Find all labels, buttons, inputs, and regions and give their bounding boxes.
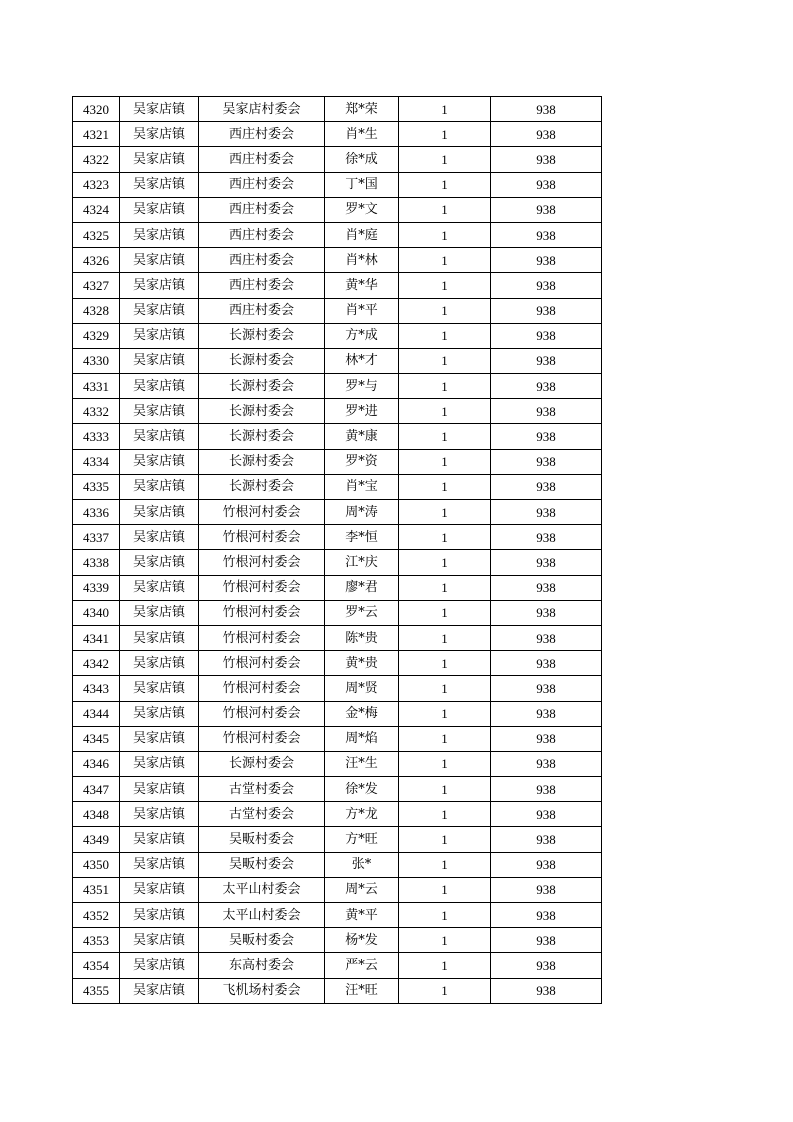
table-row [73, 852, 602, 877]
cell-village-committee: 竹根河村委会 [199, 525, 325, 550]
cell-village-committee: 古堂村委会 [199, 777, 325, 802]
cell-person-name: 江*庆 [325, 550, 399, 575]
cell-town: 吴家店镇 [120, 978, 199, 1003]
cell-town: 吴家店镇 [120, 550, 199, 575]
cell-village-committee: 竹根河村委会 [199, 651, 325, 676]
cell-count: 1 [399, 877, 491, 902]
cell-town: 吴家店镇 [120, 651, 199, 676]
cell-amount: 938 [491, 323, 602, 348]
cell-town: 吴家店镇 [120, 953, 199, 978]
table-row [73, 348, 602, 373]
cell-village-committee: 长源村委会 [199, 449, 325, 474]
cell-count: 1 [399, 500, 491, 525]
table-row [73, 323, 602, 348]
cell-amount: 938 [491, 575, 602, 600]
cell-town: 吴家店镇 [120, 449, 199, 474]
cell-amount: 938 [491, 222, 602, 247]
cell-village-committee: 吴家店村委会 [199, 97, 325, 122]
cell-person-name: 罗*与 [325, 374, 399, 399]
cell-person-name: 严*云 [325, 953, 399, 978]
cell-count: 1 [399, 323, 491, 348]
cell-town: 吴家店镇 [120, 348, 199, 373]
cell-amount: 938 [491, 97, 602, 122]
cell-village-committee: 竹根河村委会 [199, 625, 325, 650]
cell-town: 吴家店镇 [120, 676, 199, 701]
cell-count: 1 [399, 222, 491, 247]
table-row [73, 298, 602, 323]
cell-amount: 938 [491, 248, 602, 273]
cell-amount: 938 [491, 953, 602, 978]
cell-person-name: 徐*成 [325, 147, 399, 172]
table-row [73, 651, 602, 676]
cell-serial-number: 4345 [73, 726, 120, 751]
cell-serial-number: 4333 [73, 424, 120, 449]
cell-person-name: 周*涛 [325, 500, 399, 525]
cell-village-committee: 竹根河村委会 [199, 676, 325, 701]
cell-serial-number: 4349 [73, 827, 120, 852]
cell-village-committee: 西庄村委会 [199, 248, 325, 273]
cell-town: 吴家店镇 [120, 726, 199, 751]
cell-town: 吴家店镇 [120, 827, 199, 852]
cell-amount: 938 [491, 802, 602, 827]
cell-serial-number: 4355 [73, 978, 120, 1003]
cell-village-committee: 吴畈村委会 [199, 827, 325, 852]
table-row [73, 777, 602, 802]
cell-serial-number: 4351 [73, 877, 120, 902]
table-row [73, 147, 602, 172]
cell-amount: 938 [491, 197, 602, 222]
cell-village-committee: 西庄村委会 [199, 298, 325, 323]
table-row [73, 953, 602, 978]
cell-person-name: 杨*发 [325, 928, 399, 953]
cell-village-committee: 长源村委会 [199, 751, 325, 776]
cell-count: 1 [399, 726, 491, 751]
cell-town: 吴家店镇 [120, 97, 199, 122]
cell-village-committee: 西庄村委会 [199, 222, 325, 247]
cell-count: 1 [399, 172, 491, 197]
cell-village-committee: 吴畈村委会 [199, 852, 325, 877]
cell-serial-number: 4340 [73, 600, 120, 625]
cell-town: 吴家店镇 [120, 877, 199, 902]
table-row [73, 222, 602, 247]
cell-serial-number: 4353 [73, 928, 120, 953]
cell-village-committee: 古堂村委会 [199, 802, 325, 827]
cell-town: 吴家店镇 [120, 701, 199, 726]
table-row [73, 600, 602, 625]
cell-village-committee: 西庄村委会 [199, 122, 325, 147]
cell-count: 1 [399, 978, 491, 1003]
cell-person-name: 罗*进 [325, 399, 399, 424]
cell-person-name: 方*旺 [325, 827, 399, 852]
cell-person-name: 肖*生 [325, 122, 399, 147]
cell-person-name: 黄*华 [325, 273, 399, 298]
cell-count: 1 [399, 777, 491, 802]
cell-count: 1 [399, 273, 491, 298]
table-row [73, 273, 602, 298]
cell-town: 吴家店镇 [120, 122, 199, 147]
cell-amount: 938 [491, 122, 602, 147]
cell-amount: 938 [491, 726, 602, 751]
cell-amount: 938 [491, 273, 602, 298]
cell-town: 吴家店镇 [120, 474, 199, 499]
cell-count: 1 [399, 701, 491, 726]
cell-town: 吴家店镇 [120, 852, 199, 877]
cell-person-name: 肖*平 [325, 298, 399, 323]
table-row [73, 928, 602, 953]
table-body [73, 97, 602, 1004]
cell-count: 1 [399, 474, 491, 499]
cell-count: 1 [399, 97, 491, 122]
cell-town: 吴家店镇 [120, 802, 199, 827]
table-row [73, 701, 602, 726]
table-row [73, 424, 602, 449]
cell-person-name: 郑*荣 [325, 97, 399, 122]
cell-person-name: 廖*君 [325, 575, 399, 600]
cell-count: 1 [399, 903, 491, 928]
table-row [73, 827, 602, 852]
cell-town: 吴家店镇 [120, 903, 199, 928]
cell-amount: 938 [491, 374, 602, 399]
cell-town: 吴家店镇 [120, 147, 199, 172]
table-row [73, 525, 602, 550]
cell-serial-number: 4328 [73, 298, 120, 323]
cell-serial-number: 4321 [73, 122, 120, 147]
cell-amount: 938 [491, 852, 602, 877]
cell-amount: 938 [491, 978, 602, 1003]
cell-count: 1 [399, 928, 491, 953]
table-row [73, 877, 602, 902]
cell-person-name: 李*恒 [325, 525, 399, 550]
cell-count: 1 [399, 248, 491, 273]
cell-amount: 938 [491, 399, 602, 424]
table-row [73, 449, 602, 474]
cell-village-committee: 西庄村委会 [199, 172, 325, 197]
cell-serial-number: 4327 [73, 273, 120, 298]
cell-village-committee: 东高村委会 [199, 953, 325, 978]
cell-person-name: 徐*发 [325, 777, 399, 802]
cell-amount: 938 [491, 525, 602, 550]
cell-person-name: 林*才 [325, 348, 399, 373]
cell-town: 吴家店镇 [120, 424, 199, 449]
cell-amount: 938 [491, 550, 602, 575]
cell-town: 吴家店镇 [120, 575, 199, 600]
cell-amount: 938 [491, 676, 602, 701]
cell-village-committee: 竹根河村委会 [199, 726, 325, 751]
cell-town: 吴家店镇 [120, 298, 199, 323]
cell-amount: 938 [491, 500, 602, 525]
cell-count: 1 [399, 348, 491, 373]
cell-amount: 938 [491, 827, 602, 852]
cell-village-committee: 太平山村委会 [199, 877, 325, 902]
cell-village-committee: 长源村委会 [199, 424, 325, 449]
cell-town: 吴家店镇 [120, 197, 199, 222]
cell-serial-number: 4337 [73, 525, 120, 550]
cell-town: 吴家店镇 [120, 600, 199, 625]
cell-person-name: 黄*康 [325, 424, 399, 449]
cell-amount: 938 [491, 751, 602, 776]
cell-person-name: 肖*林 [325, 248, 399, 273]
table-row [73, 248, 602, 273]
cell-serial-number: 4324 [73, 197, 120, 222]
cell-serial-number: 4338 [73, 550, 120, 575]
cell-serial-number: 4330 [73, 348, 120, 373]
cell-amount: 938 [491, 877, 602, 902]
cell-serial-number: 4352 [73, 903, 120, 928]
cell-village-committee: 竹根河村委会 [199, 500, 325, 525]
cell-serial-number: 4350 [73, 852, 120, 877]
cell-person-name: 黄*贵 [325, 651, 399, 676]
cell-village-committee: 长源村委会 [199, 399, 325, 424]
cell-serial-number: 4331 [73, 374, 120, 399]
table-row [73, 676, 602, 701]
cell-person-name: 方*成 [325, 323, 399, 348]
cell-person-name: 金*梅 [325, 701, 399, 726]
table-row [73, 399, 602, 424]
table-row [73, 575, 602, 600]
cell-serial-number: 4346 [73, 751, 120, 776]
cell-person-name: 周*焰 [325, 726, 399, 751]
cell-amount: 938 [491, 172, 602, 197]
cell-village-committee: 西庄村委会 [199, 197, 325, 222]
table-row [73, 802, 602, 827]
table-row [73, 374, 602, 399]
table-row [73, 751, 602, 776]
cell-village-committee: 飞机场村委会 [199, 978, 325, 1003]
table-row [73, 197, 602, 222]
cell-serial-number: 4343 [73, 676, 120, 701]
cell-count: 1 [399, 676, 491, 701]
cell-village-committee: 西庄村委会 [199, 273, 325, 298]
cell-count: 1 [399, 147, 491, 172]
cell-town: 吴家店镇 [120, 273, 199, 298]
cell-village-committee: 太平山村委会 [199, 903, 325, 928]
cell-serial-number: 4326 [73, 248, 120, 273]
cell-serial-number: 4344 [73, 701, 120, 726]
cell-amount: 938 [491, 777, 602, 802]
cell-town: 吴家店镇 [120, 525, 199, 550]
table-row [73, 97, 602, 122]
cell-count: 1 [399, 399, 491, 424]
cell-count: 1 [399, 625, 491, 650]
cell-serial-number: 4322 [73, 147, 120, 172]
cell-amount: 938 [491, 625, 602, 650]
cell-amount: 938 [491, 348, 602, 373]
cell-village-committee: 长源村委会 [199, 374, 325, 399]
cell-serial-number: 4325 [73, 222, 120, 247]
cell-town: 吴家店镇 [120, 374, 199, 399]
cell-town: 吴家店镇 [120, 222, 199, 247]
cell-amount: 938 [491, 449, 602, 474]
cell-amount: 938 [491, 903, 602, 928]
table-row [73, 474, 602, 499]
cell-town: 吴家店镇 [120, 399, 199, 424]
cell-count: 1 [399, 751, 491, 776]
cell-town: 吴家店镇 [120, 625, 199, 650]
cell-person-name: 汪*旺 [325, 978, 399, 1003]
cell-count: 1 [399, 550, 491, 575]
table-row [73, 978, 602, 1003]
cell-village-committee: 竹根河村委会 [199, 550, 325, 575]
cell-amount: 938 [491, 147, 602, 172]
data-table [72, 96, 602, 1004]
cell-serial-number: 4323 [73, 172, 120, 197]
cell-village-committee: 长源村委会 [199, 348, 325, 373]
cell-town: 吴家店镇 [120, 248, 199, 273]
cell-serial-number: 4348 [73, 802, 120, 827]
cell-amount: 938 [491, 651, 602, 676]
cell-count: 1 [399, 449, 491, 474]
cell-amount: 938 [491, 600, 602, 625]
cell-count: 1 [399, 122, 491, 147]
cell-serial-number: 4332 [73, 399, 120, 424]
cell-count: 1 [399, 827, 491, 852]
cell-person-name: 罗*资 [325, 449, 399, 474]
cell-count: 1 [399, 424, 491, 449]
cell-amount: 938 [491, 701, 602, 726]
cell-serial-number: 4329 [73, 323, 120, 348]
cell-village-committee: 长源村委会 [199, 474, 325, 499]
cell-count: 1 [399, 298, 491, 323]
table-row [73, 550, 602, 575]
cell-town: 吴家店镇 [120, 928, 199, 953]
cell-person-name: 黄*平 [325, 903, 399, 928]
cell-person-name: 丁*国 [325, 172, 399, 197]
cell-count: 1 [399, 953, 491, 978]
cell-person-name: 陈*贵 [325, 625, 399, 650]
table-row [73, 122, 602, 147]
cell-serial-number: 4334 [73, 449, 120, 474]
cell-village-committee: 竹根河村委会 [199, 701, 325, 726]
cell-serial-number: 4354 [73, 953, 120, 978]
cell-person-name: 方*龙 [325, 802, 399, 827]
cell-town: 吴家店镇 [120, 500, 199, 525]
cell-serial-number: 4336 [73, 500, 120, 525]
cell-count: 1 [399, 575, 491, 600]
cell-village-committee: 吴畈村委会 [199, 928, 325, 953]
cell-count: 1 [399, 651, 491, 676]
cell-serial-number: 4342 [73, 651, 120, 676]
cell-amount: 938 [491, 474, 602, 499]
cell-person-name: 肖*庭 [325, 222, 399, 247]
cell-count: 1 [399, 525, 491, 550]
cell-town: 吴家店镇 [120, 323, 199, 348]
cell-town: 吴家店镇 [120, 172, 199, 197]
cell-village-committee: 长源村委会 [199, 323, 325, 348]
cell-person-name: 罗*云 [325, 600, 399, 625]
table-row [73, 500, 602, 525]
table-row [73, 903, 602, 928]
cell-amount: 938 [491, 424, 602, 449]
cell-count: 1 [399, 802, 491, 827]
table-row [73, 625, 602, 650]
cell-count: 1 [399, 852, 491, 877]
cell-serial-number: 4335 [73, 474, 120, 499]
cell-person-name: 周*贤 [325, 676, 399, 701]
cell-village-committee: 西庄村委会 [199, 147, 325, 172]
table-row [73, 726, 602, 751]
cell-serial-number: 4339 [73, 575, 120, 600]
cell-town: 吴家店镇 [120, 777, 199, 802]
cell-count: 1 [399, 374, 491, 399]
cell-town: 吴家店镇 [120, 751, 199, 776]
table-row [73, 172, 602, 197]
cell-amount: 938 [491, 928, 602, 953]
cell-person-name: 汪*生 [325, 751, 399, 776]
cell-person-name: 肖*宝 [325, 474, 399, 499]
cell-person-name: 罗*文 [325, 197, 399, 222]
cell-village-committee: 竹根河村委会 [199, 575, 325, 600]
cell-amount: 938 [491, 298, 602, 323]
cell-serial-number: 4341 [73, 625, 120, 650]
cell-count: 1 [399, 197, 491, 222]
cell-person-name: 张* [325, 852, 399, 877]
cell-count: 1 [399, 600, 491, 625]
cell-serial-number: 4347 [73, 777, 120, 802]
cell-village-committee: 竹根河村委会 [199, 600, 325, 625]
cell-person-name: 周*云 [325, 877, 399, 902]
cell-serial-number: 4320 [73, 97, 120, 122]
